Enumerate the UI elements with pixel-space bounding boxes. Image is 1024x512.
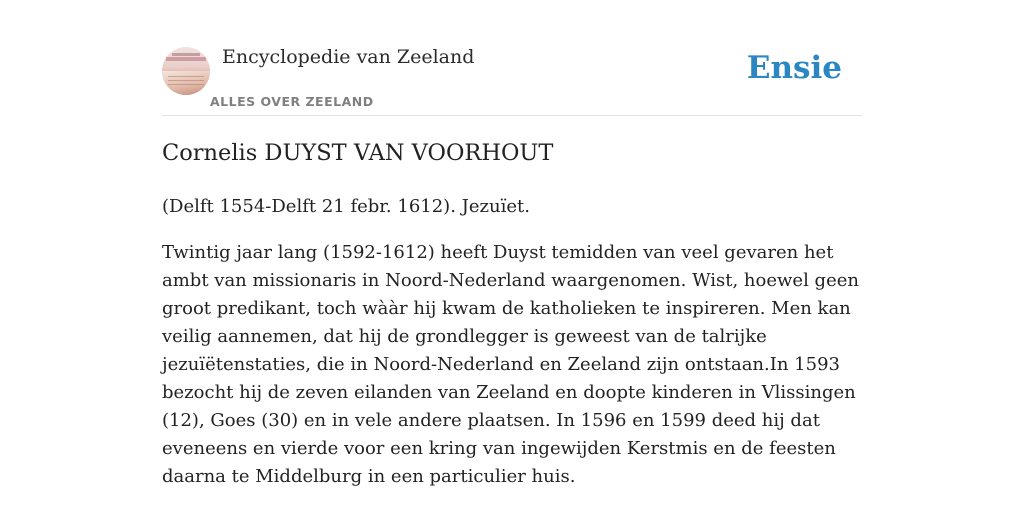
- avatar-detail: [166, 57, 206, 61]
- ensie-logo[interactable]: Ensie: [746, 50, 842, 86]
- avatar-detail: [168, 76, 204, 77]
- avatar-detail: [168, 84, 204, 85]
- encyclopedia-avatar[interactable]: [162, 47, 210, 95]
- site-tagline: ALLES OVER ZEELAND: [210, 94, 374, 109]
- article-body: Twintig jaar lang (1592-1612) heeft Duyst temidden van veel gevaren het ambt van missionaris in Noord-Nederland waargenomen. Wist, hoewel geen groot predikant, toch wààr hij kwam de katholieken te inspireren. Men kan veilig aannemen, dat hij de grondlegger is geweest van de talrijke jezuïëtenstaties, die in Noord-Nederland en Zeeland zijn ontstaan.In 1593 bezocht hij de zeven eilanden van Zeeland en doopte kinderen in Vlissingen (12), Goes (30) en in vele andere plaatsen. In 1596 en 1599 deed hij dat eveneens en vierde voor een kring van ingewijden Kerstmis en de feesten daarna te Middelburg in een particulier huis.: [162, 242, 859, 487]
- book-pages-icon: [162, 71, 210, 95]
- article-title: Cornelis DUYST VAN VOORHOUT: [162, 140, 554, 166]
- article-lead: (Delft 1554-Delft 21 febr. 1612). Jezuïet.: [162, 196, 530, 217]
- site-header: [162, 44, 862, 116]
- avatar-detail: [168, 80, 204, 81]
- site-title-link[interactable]: Encyclopedie van Zeeland: [222, 46, 475, 68]
- avatar-detail: [172, 53, 200, 56]
- header-divider: [162, 115, 862, 116]
